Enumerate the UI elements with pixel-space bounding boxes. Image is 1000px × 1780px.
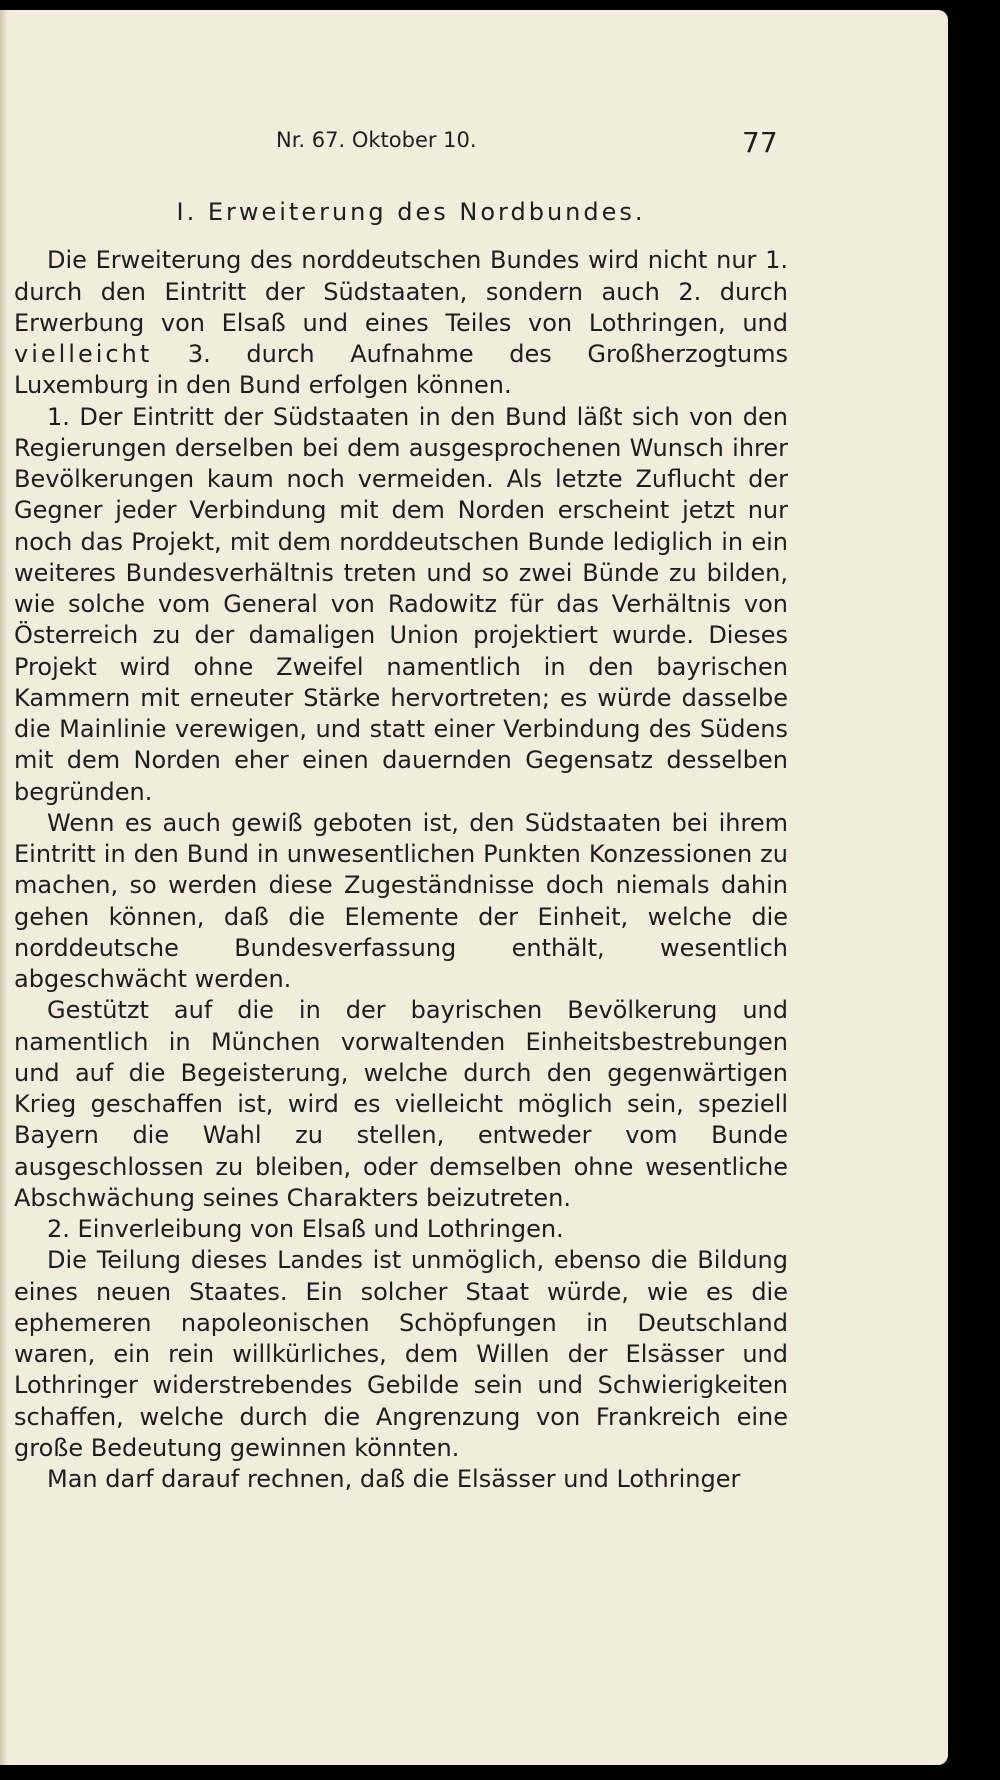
paragraph-3: Wenn es auch gewiß geboten ist, den Südstaaten bei ihrem Eintritt in den Bund in unwesentlichen Punkten Konzessionen zu machen, so werden diese Zugeständnisse doch niemals dahin gehen können, daß die Elemente der Einheit, welche die norddeutsche Bundesverfassung enthält, wesentlich abgeschwächt werden. [14,808,788,993]
paragraph-6: Die Teilung dieses Landes ist unmöglich, ebenso die Bildung eines neuen Staates. Ein solcher Staat würde, wie es die ephemeren napoleonischen Schöpfungen in Deutschland waren, ein rein willkürliches, dem Willen der Elsässer und Lothringer widerstrebendes Gebilde sein und Schwierigkeiten schaffen, welche durch die Angrenzung von Frankreich eine große Bedeutung gewinnen könnten. [14,1246,788,1462]
paragraph-2: 1. Der Eintritt der Südstaaten in den Bund läßt sich von den Regierungen derselben bei dem ausgesprochenen Wunsch ihrer Bevölkerungen kaum noch vermeiden. Als letzte Zuflucht der Gegner jeder Verbindung mit dem Norden erscheint jetzt nur noch das Projekt, mit dem norddeutschen Bunde lediglich in ein weiteres Bundesverhältnis treten und so zwei Bünde zu bilden, wie solche vom General von Radowitz für das Verhältnis von Österreich zu der damaligen Union projektiert wurde. Dieses Projekt wird ohne Zweifel namentlich in den bayrischen Kammern mit erneuter Stärke hervortreten; es würde dasselbe die Mainlinie verewigen, und statt einer Verbindung des Südens mit dem Norden eher einen dauernden Gegensatz desselben begründen. [14,402,788,806]
body-text [14,197,788,1495]
book-page [0,10,948,1765]
paragraph-4: Gestützt auf die in der bayrischen Bevölkerung und namentlich in München vorwaltenden Einheitsbestrebungen und auf die Begeisterung, welche durch den gegenwärtigen Krieg geschaffen ist, wird es vielleicht möglich sein, speziell Bayern die Wahl zu stellen, entweder vom Bunde ausgeschlossen zu bleiben, oder demselben ohne wesentliche Abschwächung seines Charakters beizutreten. [14,996,788,1212]
paragraph-1-text-b: 3. durch Aufnahme des Großherzogtums Luxemburg in den Bund erfolgen können. [14,340,788,400]
paragraph-7: Man darf darauf rechnen, daß die Elsässer und Lothringer [47,1465,741,1493]
section-title: I. Erweiterung des Nordbundes. [176,198,646,226]
page-header [0,116,948,159]
paragraph-1 [14,245,788,401]
emphasized-word: vielleicht [14,340,153,368]
running-head: Nr. 67. Oktober 10. [276,128,477,152]
page-edge-shadow [0,10,8,1765]
paragraph-1-text-a: Die Erweiterung des norddeutschen Bundes wird nicht nur 1. durch den Eintritt der Südstaaten, sondern auch 2. durch Erwerbung von Elsaß und eines Teiles von Lothringen, und [14,246,788,337]
paragraph-5: 2. Einverleibung von Elsaß und Lothringen. [47,1215,564,1243]
page-number: 77 [742,126,778,159]
